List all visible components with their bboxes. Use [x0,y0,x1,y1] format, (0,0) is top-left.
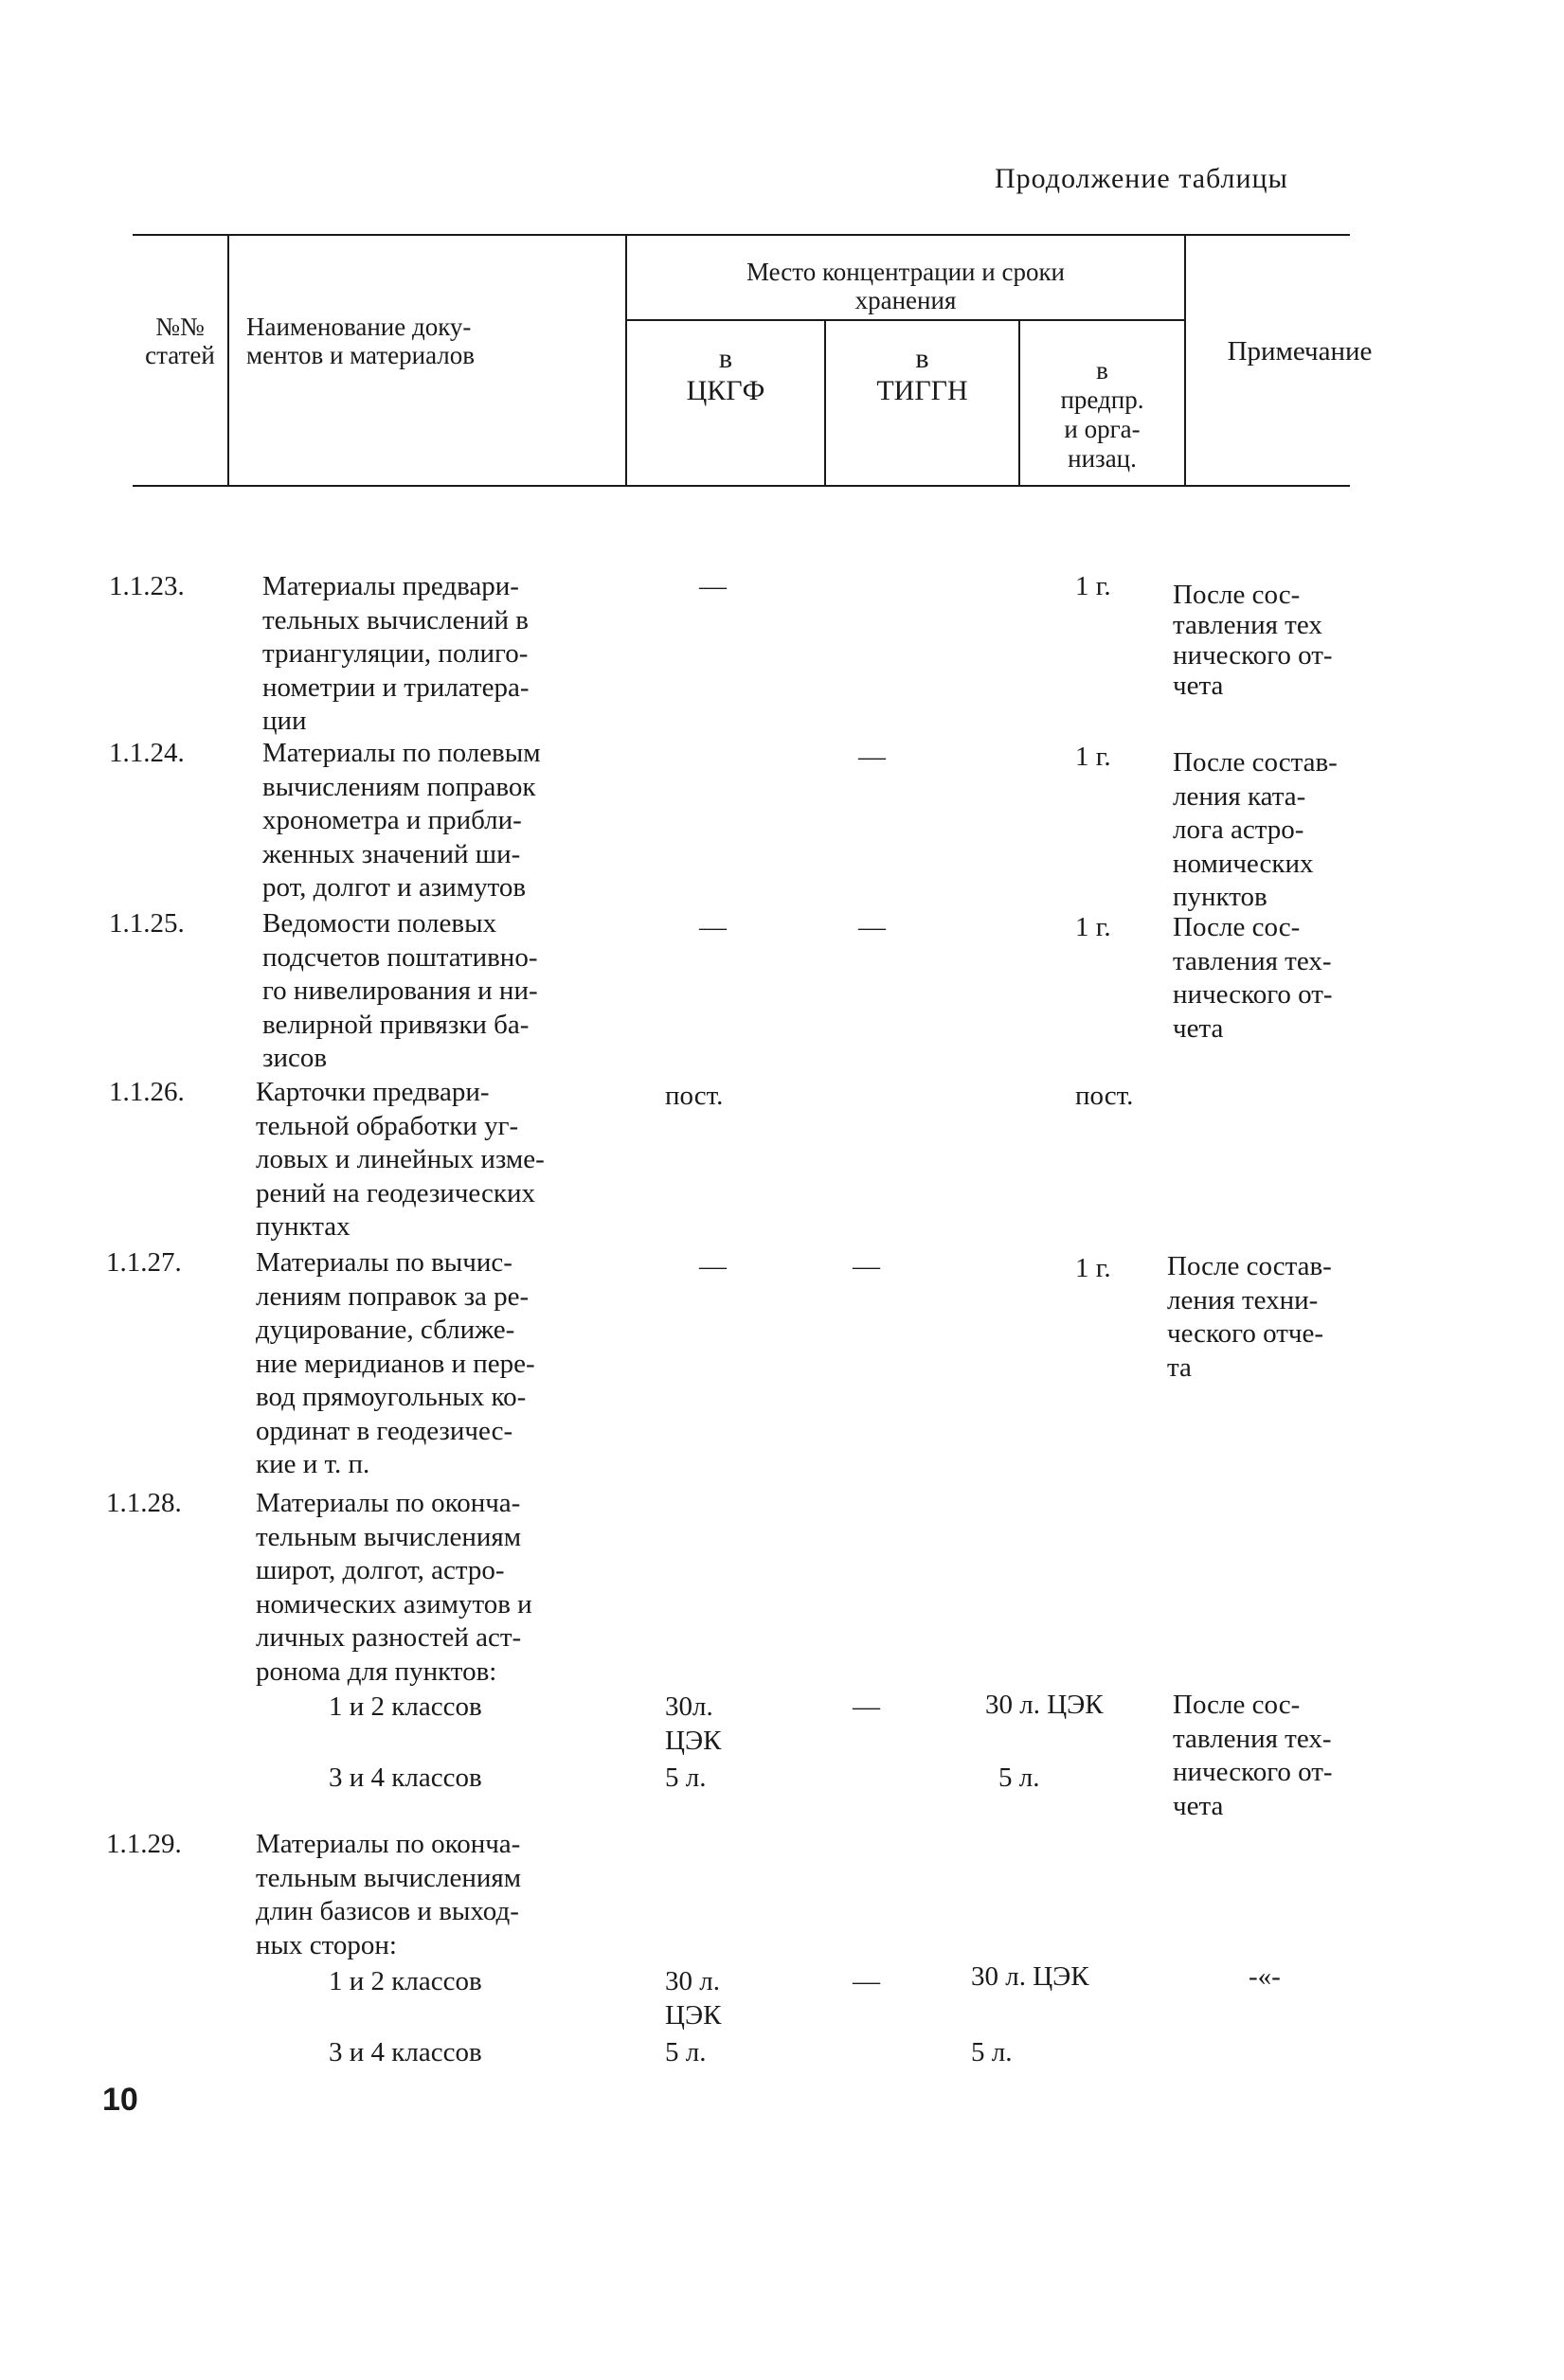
row-ckgf: — [699,571,727,601]
row-note: После состав- ления ката- лога астро- номических пунктов [1173,747,1338,912]
row-number: 1.1.23. [109,571,185,601]
row-ckgf: — [699,1251,727,1281]
row-name: Материалы предвари- тельных вычислений в триангуляции, полиго- нометрии и трилатера- ции [262,571,530,736]
row-subitem-name: 1 и 2 классов [329,1691,482,1722]
row-name: Материалы по вычис- лениям поправок за ре- дуцирование, сближе- ние меридианов и пере- вод прямоугольных ко- ординат в геодезичес- кие и т. п. [256,1247,535,1479]
row-number: 1.1.26. [109,1077,185,1107]
row-note: После сос- тавления тех- нического от- чета [1173,1690,1333,1821]
row-tiggn: — [853,1251,880,1281]
row-pred: 1 г. [1075,1253,1111,1283]
row-name: Материалы по оконча- тельным вычислениям длин базисов и выход- ных сторон: [256,1829,522,1960]
row-pred: 1 г. [1075,742,1111,772]
row-ckgf: пост. [665,1081,724,1111]
row-number: 1.1.25. [109,908,185,939]
row-subitem-name: 3 и 4 классов [329,1763,482,1793]
row-pred: 30 л. ЦЭК [971,1961,1089,1992]
row-name: Материалы по полевым вычислениям поправок хронометра и прибли- женных значений ши- рот, долгот и азимутов [262,738,541,903]
row-subitem-name: 1 и 2 классов [329,1966,482,1996]
header-col-num: №№ статей [145,313,215,369]
row-pred: 30 л. ЦЭК [985,1690,1104,1720]
row-pred: 5 л. [998,1763,1040,1793]
header-bottom-rule [133,485,1350,487]
header-col-ckgf: в ЦКГФ [686,343,765,406]
row-number: 1.1.28. [106,1488,182,1518]
row-ckgf: 5 л. [665,1763,707,1793]
row-name: Материалы по оконча- тельным вычислениям широт, долгот, астро- номических азимутов и личных разностей аст- ронома для пунктов: [256,1488,532,1687]
row-note: -«- [1249,1961,1281,1992]
row-note: После сос- тавления тех нического от- чета [1173,580,1333,701]
row-pred: пост. [1075,1081,1134,1111]
row-ckgf: — [699,912,727,942]
header-col-name: Наименование доку- ментов и материалов [246,313,476,369]
row-pred: 5 л. [971,2037,1013,2067]
header-col-pred: в предпр. и орга- низац. [1060,356,1144,473]
table-caption: Продолжение таблицы [995,163,1288,194]
row-name: Ведомости полевых подсчетов поштативно- го нивелирования и ни- велирной привязки ба- зисов [262,908,538,1073]
row-subitem-name: 3 и 4 классов [329,2037,482,2067]
header-col-note: Примечание [1227,336,1373,367]
row-note: После состав- ления техни- ческого отче- та [1167,1251,1332,1383]
row-tiggn: — [853,1691,880,1722]
row-number: 1.1.29. [106,1829,182,1859]
row-name: Карточки предвари- тельной обработки уг- ловых и линейных изме- рений на геодезических пунктах [256,1077,545,1242]
row-number: 1.1.24. [109,738,185,768]
header-mid-rule [625,319,1186,321]
row-note: После сос- тавления тех- нического от- чета [1173,912,1333,1044]
row-tiggn: — [853,1966,880,1996]
row-pred: 1 г. [1075,912,1111,942]
page-number: 10 [102,2082,138,2118]
row-ckgf: 30л. ЦЭК [665,1691,722,1756]
row-ckgf: 30 л. ЦЭК [665,1966,722,2031]
row-number: 1.1.27. [106,1247,182,1278]
row-tiggn: — [858,742,886,772]
header-divider-1 [227,236,229,485]
row-tiggn: — [858,912,886,942]
header-col-tiggn: в ТИГГН [876,343,968,406]
row-pred: 1 г. [1075,571,1111,601]
header-top-rule [133,234,1350,236]
row-ckgf: 5 л. [665,2037,707,2067]
header-col-place: Место концентрации и сроки хранения [746,258,1066,314]
